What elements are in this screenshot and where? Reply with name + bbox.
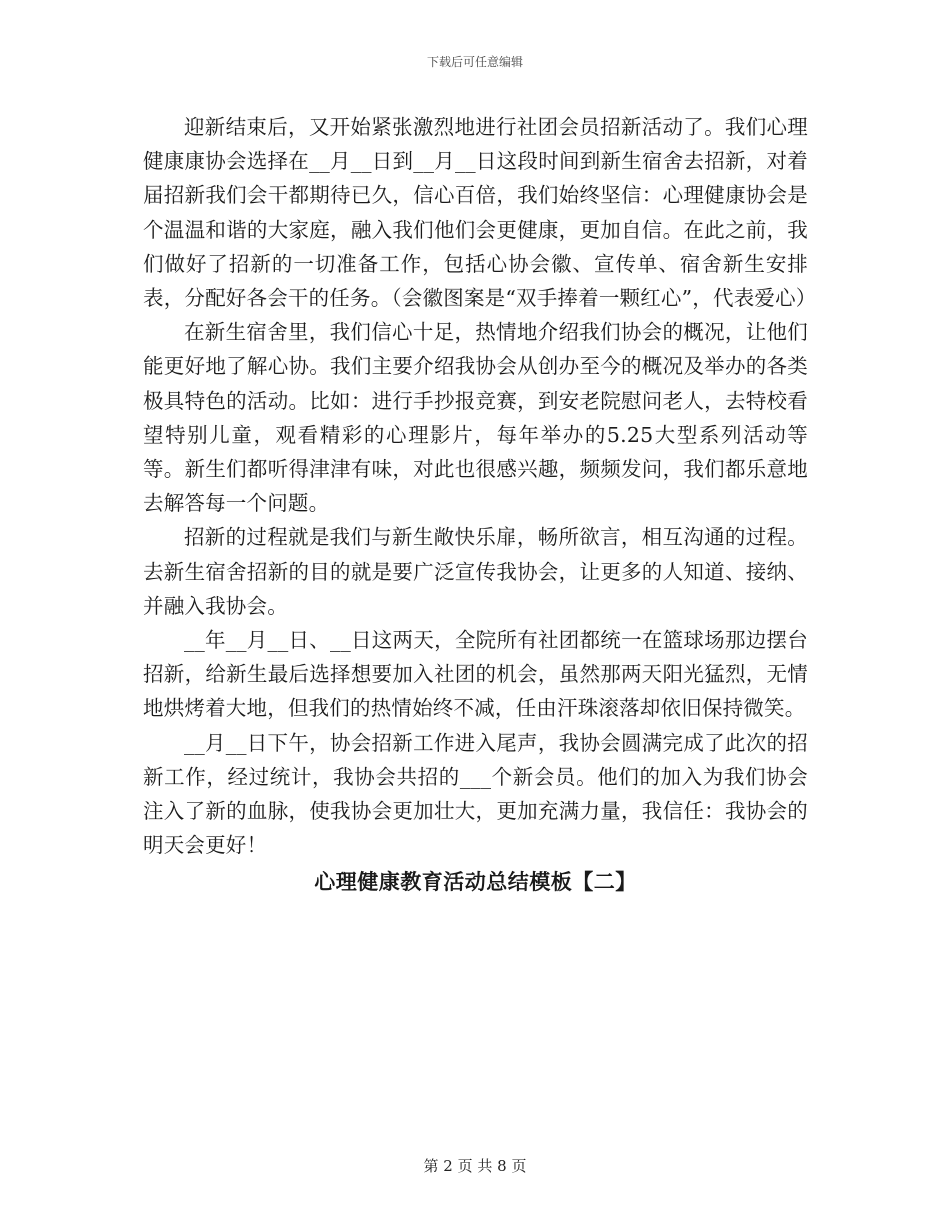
page-number: 第 2 页 共 8 页 <box>423 1157 527 1175</box>
section-title: 心理健康教育活动总结模板【二】 <box>314 870 637 895</box>
paragraph-conclusion: __月__日下午，协会招新工作进入尾声，我协会圆满完成了此次的招新工作，经过统计，我协会共招的___个新会员。他们的加入为我们协会注入了新的血脉，使我协会更加壮大，更加充满力量，我信任：我协会的明天会更好！ <box>143 730 808 858</box>
paragraph-booth-recruitment: __年__月__日、__日这两天，全院所有社团都统一在篮球场那边摆台招新，给新生最后选择想要加入社团的机会，虽然那两天阳光猛烈，无情地烘烤着大地，但我们的热情始终不减，任由汗珠滚落却依旧保持微笑。 <box>143 628 808 721</box>
paragraph-recruitment-intro: 迎新结束后，又开始紧张激烈地进行社团会员招新活动了。我们心理健康康协会选择在__月__日到__月__日这段时间到新生宿舍去招新，对着届招新我们会干都期待已久，信心百倍，我们始终坚信：心理健康协会是个温温和谐的大家庭，融入我们他们会更健康，更加自信。在此之前，我们做好了招新的一切准备工作，包括心协会徽、宣传单、宿舍新生安排表，分配好各会干的任务。（会徽图案是“双手捧着一颗红心”，代表爱心） <box>143 115 817 311</box>
header-note: 下载后可任意编辑 <box>426 55 523 69</box>
paragraph-recruitment-process: 招新的过程就是我们与新生敞快乐扉，畅所欲言，相互沟通的过程。去新生宿舍招新的目的就是要广泛宣传我协会，让更多的人知道、接纳、并融入我协会。 <box>143 525 808 618</box>
document-body <box>143 110 817 902</box>
paragraph-dormitory-visit: 在新生宿舍里，我们信心十足，热情地介绍我们协会的概况，让他们能更好地了解心协。我们主要介绍我协会从创办至今的概况及举办的各类极具特色的活动。比如：进行手抄报竞赛，到安老院慰问老人，去特校看望特别儿童，观看精彩的心理影片，每年举办的5.25大型系列活动等等。新生们都听得津津有味，对此也很感兴趣，频频发问，我们都乐意地去解答每一个问题。 <box>143 320 808 516</box>
